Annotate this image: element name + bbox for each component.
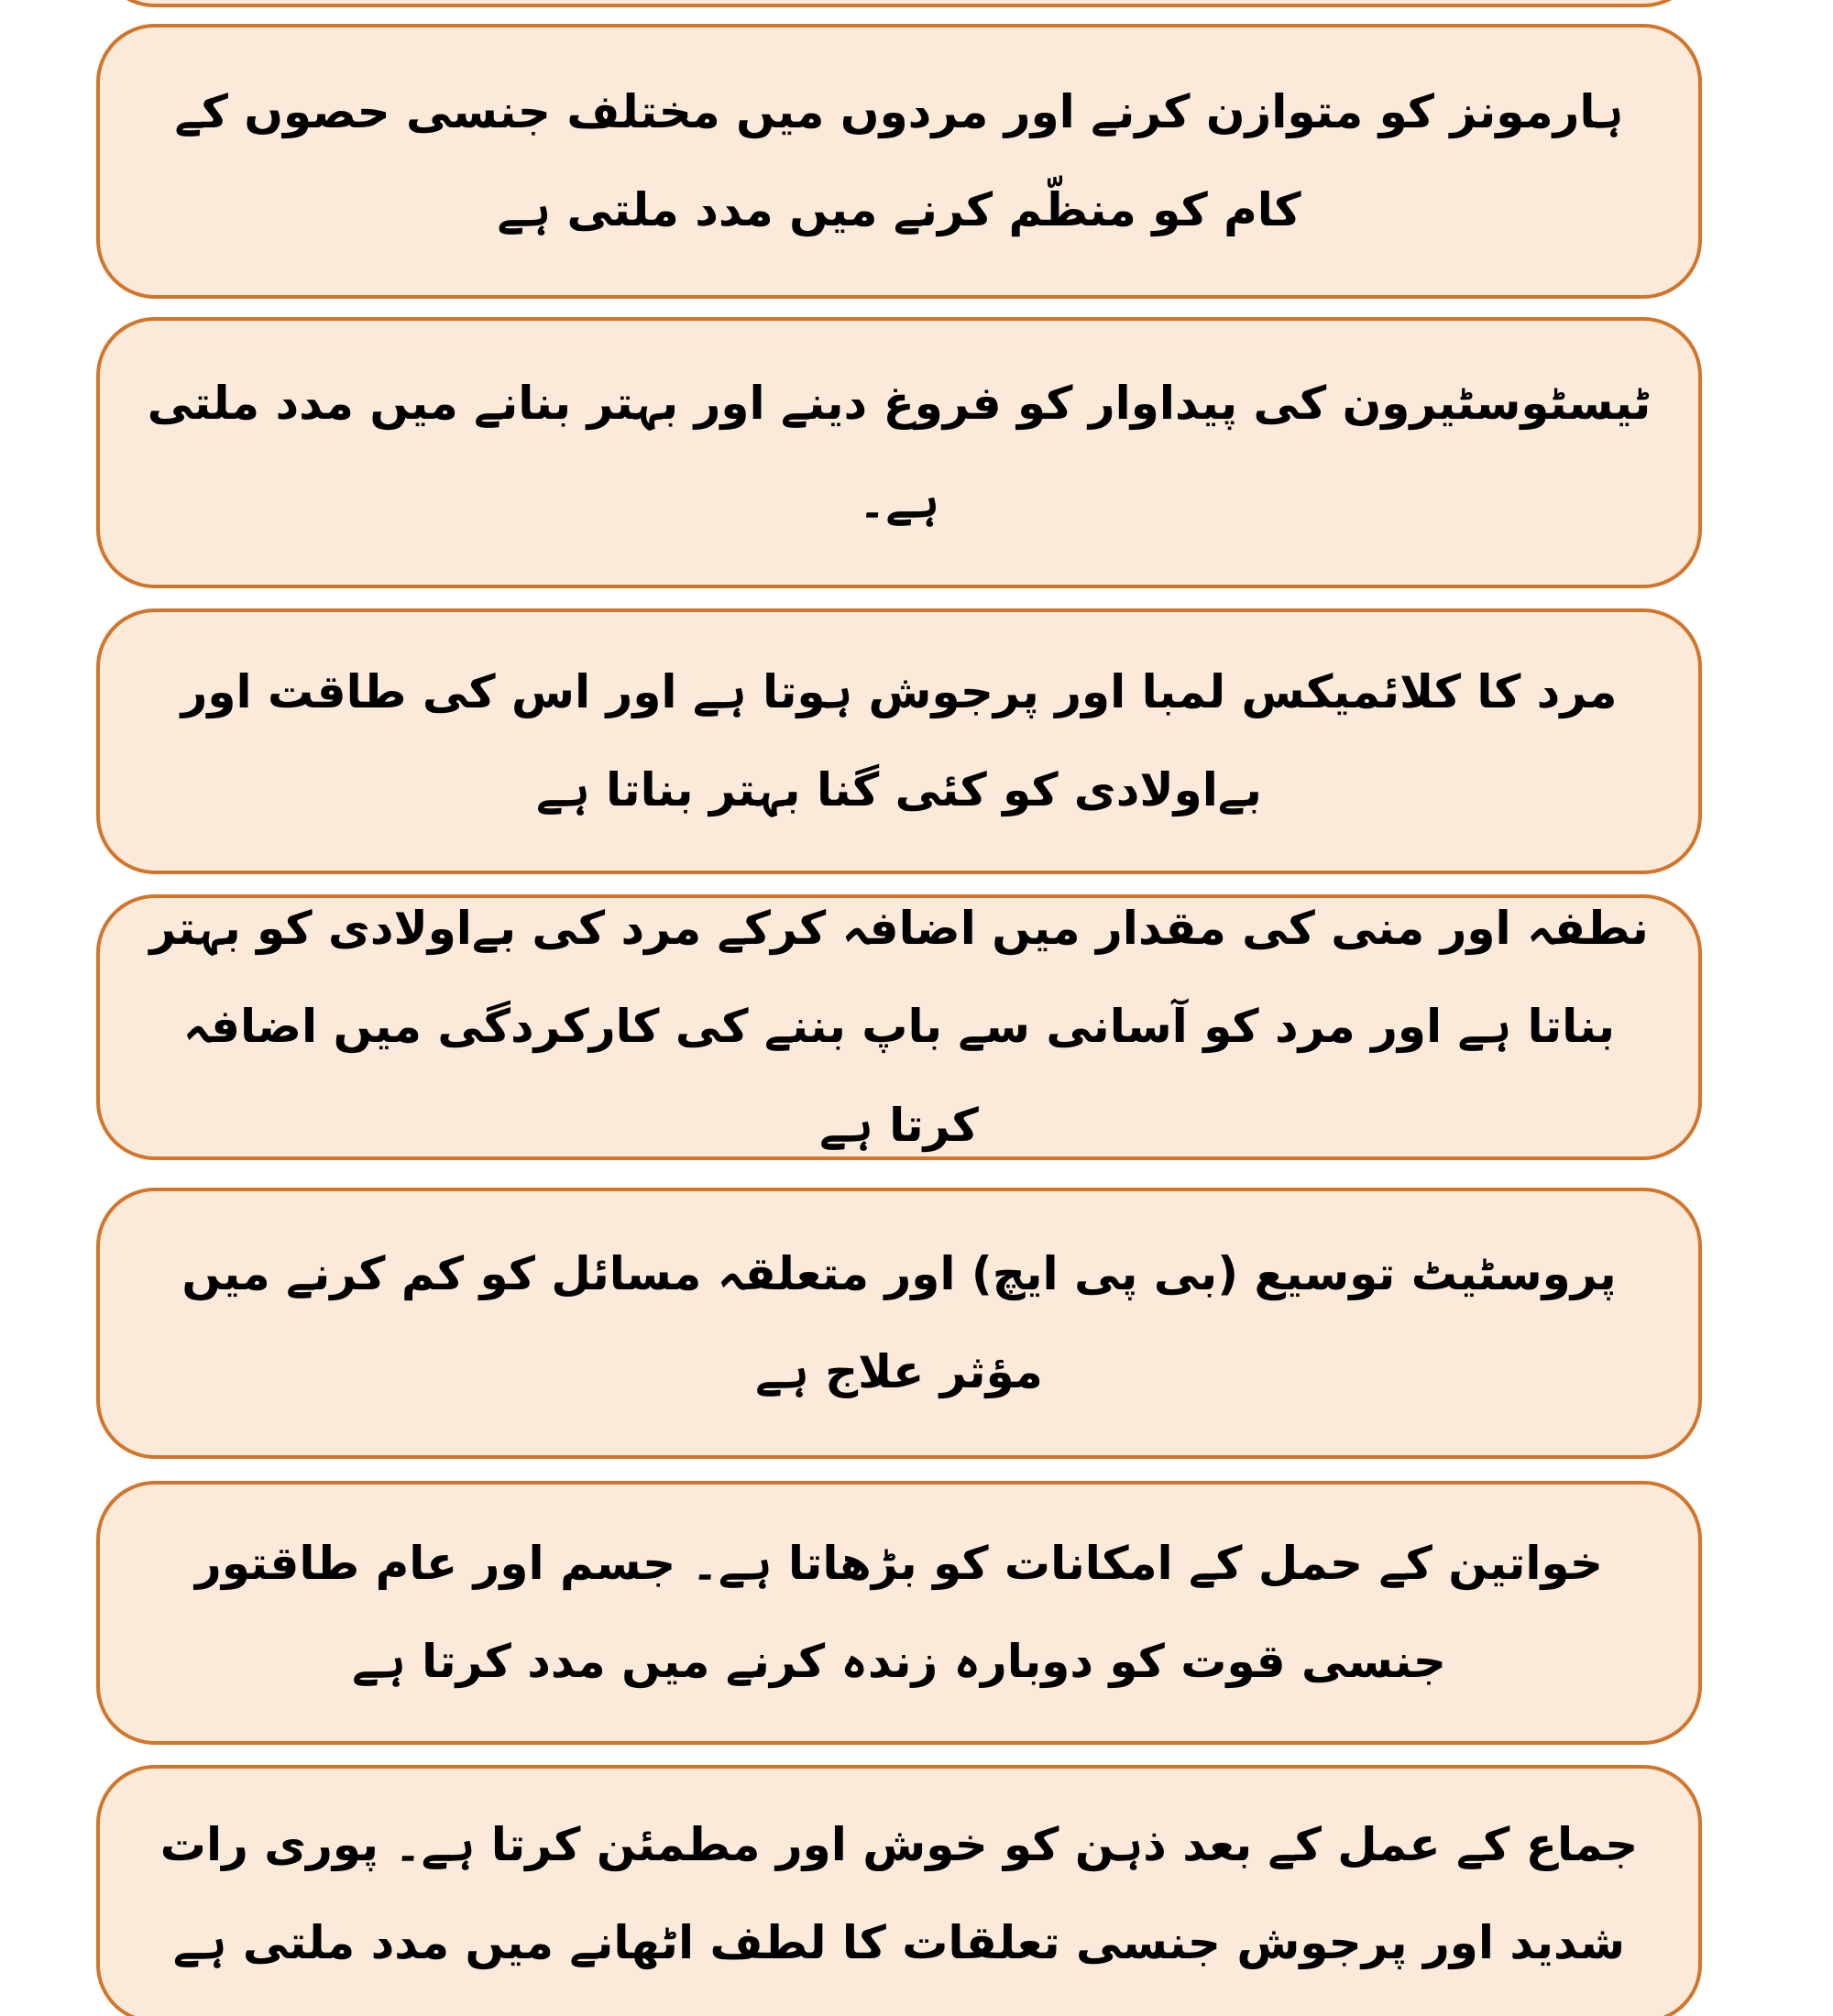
box-text: پروسٹیٹ توسیع (بی پی ایچ) اور متعلقہ مسائل کو کم کرنے میں مؤثر علاج ہے bbox=[181, 1246, 1617, 1398]
box-text: ٹیسٹوسٹیرون کی پیداوار کو فروغ دینے اور بہتر بنانے میں مدد ملتی ہے۔ bbox=[147, 376, 1652, 528]
text-box-sperm bbox=[96, 894, 1702, 1160]
text-box-pregnancy bbox=[96, 1481, 1702, 1745]
box-text: مرد کا کلائمیکس لمبا اور پرجوش ہوتا ہے اور اس کی طاقت اور بےاولادی کو کئی گنا بہتر بناتا ہے bbox=[181, 664, 1618, 816]
text-box-testosterone bbox=[96, 317, 1702, 588]
text-box-hormones bbox=[96, 24, 1702, 299]
text-box-mind bbox=[96, 1765, 1702, 2016]
text-box-climax bbox=[96, 608, 1702, 874]
box-text: جماع کے عمل کے بعد ذہن کو خوش اور مطمئن کرتا ہے۔ پوری رات شدید اور پرجوش جنسی تعلقات کا لطف اٹھانے میں مدد ملتی ہے bbox=[159, 1817, 1639, 1969]
box-text: خواتین کے حمل کے امکانات کو بڑھاتا ہے۔ جسم اور عام طاقتور جنسی قوت کو دوبارہ زندہ کرنے میں مدد کرتا ہے bbox=[195, 1536, 1603, 1688]
text-box-prostate bbox=[96, 1188, 1702, 1459]
box-text: ہارمونز کو متوازن کرنے اور مردوں میں مختلف جنسی حصوں کے کام کو منظّم کرنے میں مدد ملتی ہے bbox=[174, 84, 1624, 236]
box-text: نطفہ اور منی کی مقدار میں اضافہ کرکے مرد کی بےاولادی کو بہتر بناتا ہے اور مرد کو آسانی سے باپ بننے کی کارکردگی میں اضافہ کرتا ہے bbox=[149, 901, 1649, 1152]
text-box-partial-top bbox=[96, 0, 1702, 7]
